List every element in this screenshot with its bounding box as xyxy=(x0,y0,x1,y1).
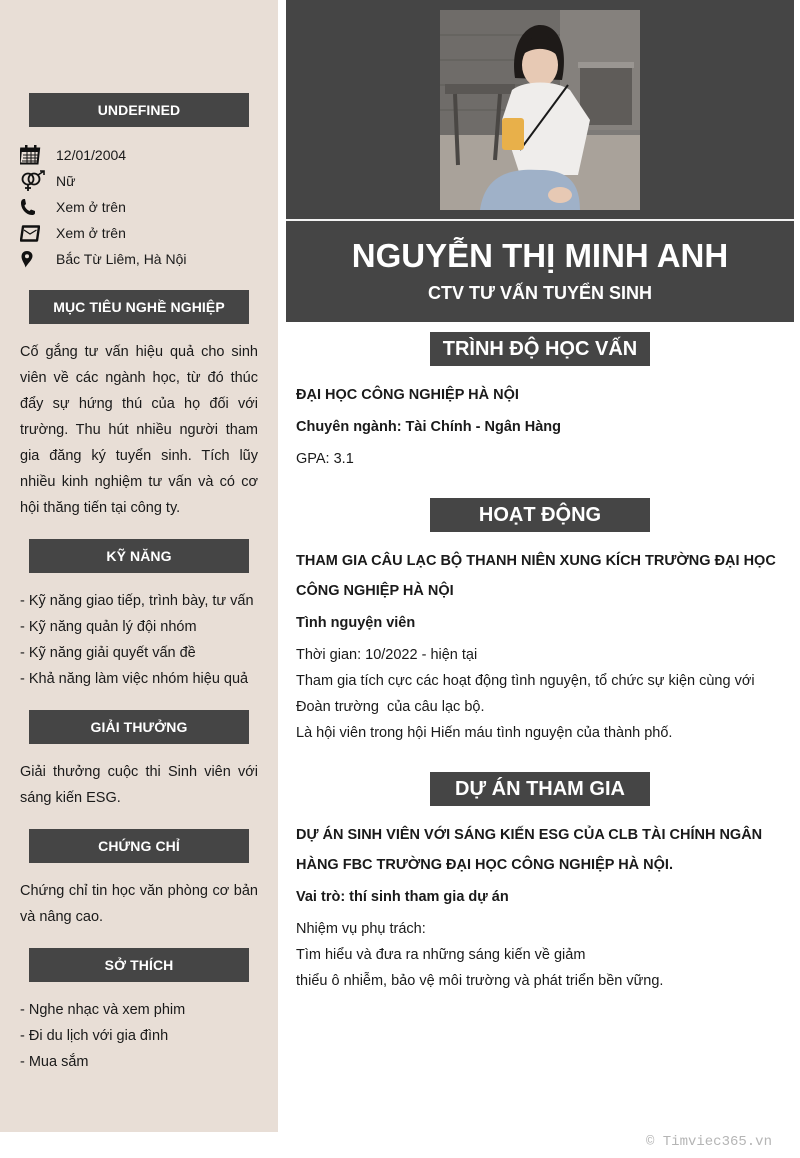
education-title: TRÌNH ĐỘ HỌC VẤN xyxy=(430,332,650,366)
skill-item: - Kỹ năng quản lý đội nhóm xyxy=(20,619,197,635)
activity-detail: Là hội viên trong hội Hiến máu tình nguyện của thành phố. xyxy=(296,725,673,741)
profile-photo xyxy=(440,10,640,210)
activities-section xyxy=(296,546,776,746)
major: Chuyên ngành: Tài Chính - Ngân Hàng xyxy=(296,419,562,435)
objective-title: MỤC TIÊU NGHỀ NGHIỆP xyxy=(29,290,249,324)
project-detail: Tìm hiểu và đưa ra những sáng kiến về giảm xyxy=(296,947,586,963)
projects-title: DỰ ÁN THAM GIA xyxy=(430,772,650,806)
address-value: Bắc Từ Liêm, Hà Nội xyxy=(56,251,187,267)
certificates-title: CHỨNG CHỈ xyxy=(29,829,249,863)
skill-item: - Khả năng làm việc nhóm hiệu quả xyxy=(20,671,249,687)
phone-icon xyxy=(20,196,56,218)
skill-item: - Kỹ năng giao tiếp, trình bày, tư vấn xyxy=(20,593,254,609)
skill-item: - Kỹ năng giải quyết vấn đề xyxy=(20,645,196,661)
activity-org-line: THAM GIA CÂU LẠC BỘ THANH NIÊN XUNG KÍCH TRƯỜNG ĐẠI HỌC xyxy=(296,553,776,569)
full-name: NGUYỄN THỊ MINH ANH xyxy=(351,237,729,274)
activity-org-line: CÔNG NGHIỆP HÀ NỘI xyxy=(296,583,454,599)
phone-value: Xem ở trên xyxy=(56,199,126,215)
hobby-item: - Nghe nhạc và xem phim xyxy=(20,1002,186,1018)
awards-text: Giải thưởng cuộc thi Sinh viên với sáng kiến ESG. xyxy=(20,764,258,806)
name-title-bar: UNDEFINED xyxy=(29,93,249,127)
info-row-gender xyxy=(20,168,270,194)
gpa: GPA: 3.1 xyxy=(296,451,354,467)
calendar-icon xyxy=(20,144,56,166)
sidebar xyxy=(0,0,278,1132)
objective-text: Cố gắng tư vấn hiệu quả cho sinh viên về các ngành học, từ đó thúc đẩy sự hứng thú của họ đối với trường. Thu hút nhiều người tham gia đăng ký tuyển sinh. Tích lũy nhiều kinh nghiệm tư vấn và có cơ hội thăng tiến tại công ty. xyxy=(20,344,258,516)
project-name-line: HÀNG FBC TRƯỜNG ĐẠI HỌC CÔNG NGHIỆP HÀ NỘI. xyxy=(296,857,673,873)
projects-section xyxy=(296,820,776,994)
activity-role: Tình nguyện viên xyxy=(296,615,416,631)
education-section xyxy=(296,380,776,472)
header-divider xyxy=(286,219,794,221)
info-row-address xyxy=(20,246,270,272)
info-row-email xyxy=(20,220,270,246)
birthday-value: 12/01/2004 xyxy=(56,147,127,163)
hobbies-title: SỞ THÍCH xyxy=(29,948,249,982)
activity-detail: Tham gia tích cực các hoạt động tình nguyện, tổ chức sự kiện cùng với xyxy=(296,673,755,689)
skills-title: KỸ NĂNG xyxy=(29,539,249,573)
profile-photo-illustration xyxy=(440,10,640,210)
watermark: © Timviec365.vn xyxy=(645,1134,772,1150)
job-title: CTV TƯ VẤN TUYỂN SINH xyxy=(428,283,652,303)
gender-icon xyxy=(20,170,56,192)
personal-info-list xyxy=(20,142,270,272)
project-detail: thiểu ô nhiễm, bảo vệ môi trường và phát triển bền vững. xyxy=(296,973,664,989)
map-pin-icon xyxy=(20,248,56,270)
activity-detail: Thời gian: 10/2022 - hiện tại xyxy=(296,647,478,663)
activities-title: HOẠT ĐỘNG xyxy=(430,498,650,532)
project-detail: Nhiệm vụ phụ trách: xyxy=(296,921,426,937)
project-name-line: DỰ ÁN SINH VIÊN VỚI SÁNG KIẾN ESG CỦA CLB TÀI CHÍNH NGÂN xyxy=(296,827,763,843)
email-icon xyxy=(20,222,56,244)
activity-detail: Đoàn trường của câu lạc bộ. xyxy=(296,699,485,715)
email-value: Xem ở trên xyxy=(56,225,126,241)
hobby-item: - Đi du lịch với gia đình xyxy=(20,1028,169,1044)
project-role: Vai trò: thí sinh tham gia dự án xyxy=(296,889,509,905)
hobbies-list xyxy=(20,997,270,1075)
info-row-phone xyxy=(20,194,270,220)
school-name: ĐẠI HỌC CÔNG NGHIỆP HÀ NỘI xyxy=(296,387,519,403)
certificates-text: Chứng chỉ tin học văn phòng cơ bản và nâng cao. xyxy=(20,883,258,925)
profile-header xyxy=(286,0,794,322)
gender-value: Nữ xyxy=(56,173,76,189)
hobby-item: - Mua sắm xyxy=(20,1054,89,1070)
awards-title: GIẢI THƯỞNG xyxy=(29,710,249,744)
info-row-birthday xyxy=(20,142,270,168)
skills-list xyxy=(20,588,270,692)
